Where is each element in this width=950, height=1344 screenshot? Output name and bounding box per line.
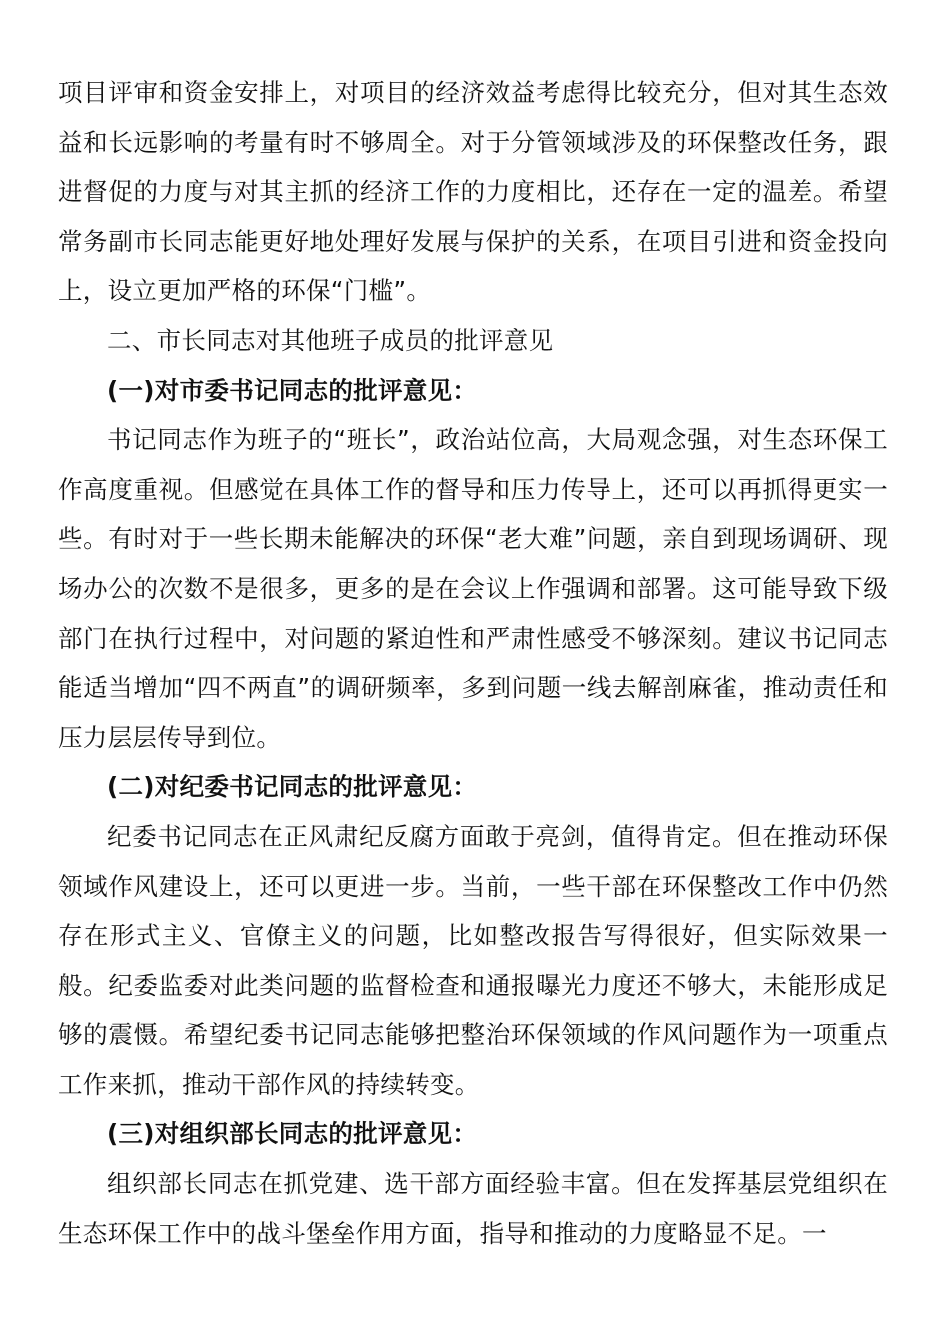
subsection-heading-2: (二)对纪委书记同志的批评意见： [107,772,478,802]
subsection-heading-3: (三)对组织部长同志的批评意见： [107,1119,478,1149]
paragraph-organization: 组织部长同志在抓党建、选干部方面经验丰富。但在发挥基层党组织在生态环保工作中的战斗堡垒作用方面，指导和推动的力度略显不足。一 [58,1169,888,1248]
document-body [58,68,888,1258]
section-title: 二、市长同志对其他班子成员的批评意见 [107,325,554,355]
paragraph-discipline: 纪委书记同志在正风肃纪反腐方面敢于亮剑，值得肯定。但在推动环保领域作风建设上，还可以更进一步。当前，一些干部在环保整改工作中仍然存在形式主义、官僚主义的问题，比如整改报告写得很好，但实际效果一般。纪委监委对此类问题的监督检查和通报曝光力度还不够大，未能形成足够的震慑。希望纪委书记同志能够把整治环保领域的作风问题作为一项重点工作来抓，推动干部作风的持续转变。 [58,821,888,1099]
subsection-heading-1: (一)对市委书记同志的批评意见： [107,375,478,405]
paragraph-secretary: 书记同志作为班子的“班长”，政治站位高，大局观念强，对生态环保工作高度重视。但感觉在具体工作的督导和压力传导上，还可以再抓得更实一些。有时对于一些长期未能解决的环保“老大难”问题，亲自到现场调研、现场办公的次数不是很多，更多的是在会议上作强调和部署。这可能导致下级部门在执行过程中，对问题的紧迫性和严肃性感受不够深刻。建议书记同志能适当增加“四不两直”的调研频率，多到问题一线去解剖麻雀，推动责任和压力层层传导到位。 [58,425,888,752]
paragraph-continuation: 项目评审和资金安排上，对项目的经济效益考虑得比较充分，但对其生态效益和长远影响的考量有时不够周全。对于分管领域涉及的环保整改任务，跟进督促的力度与对其主抓的经济工作的力度相比，还存在一定的温差。希望常务副市长同志能更好地处理好发展与保护的关系，在项目引进和资金投向上，设立更加严格的环保“门槛”。 [58,78,888,306]
